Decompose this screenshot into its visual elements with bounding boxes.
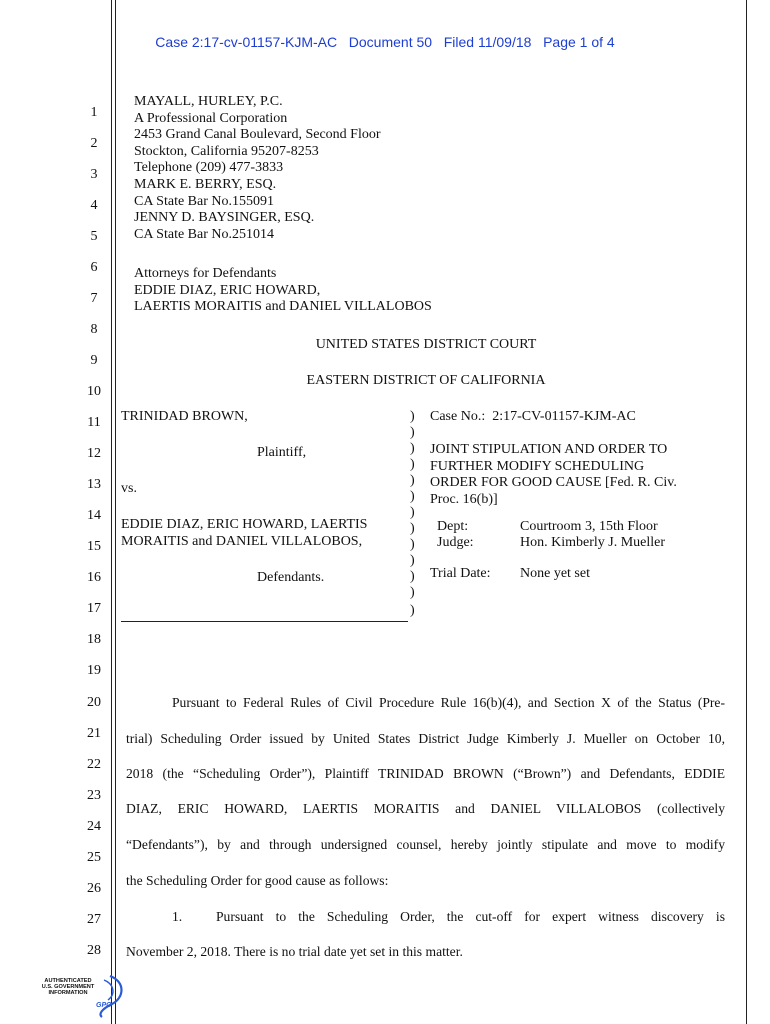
dept-label: Dept: — [437, 519, 469, 534]
line-number: 11 — [87, 415, 101, 430]
trial-date-value: None yet set — [520, 566, 590, 581]
seal-text: U.S. GOVERNMENT — [41, 984, 95, 990]
plaintiff-label: Plaintiff, — [257, 445, 307, 460]
paren: ) — [410, 603, 415, 618]
court-district: EASTERN DISTRICT OF CALIFORNIA — [306, 373, 546, 388]
line-number: 14 — [87, 508, 101, 523]
line-number: 25 — [87, 850, 101, 865]
right-margin-rule — [746, 0, 747, 1024]
dept-value: Courtroom 3, 15th Floor — [520, 519, 658, 534]
item-number: 1. — [172, 909, 183, 924]
line-number: 18 — [87, 632, 101, 647]
seal-text: GPO — [96, 1002, 112, 1009]
attorney-name: MARK E. BERRY, ESQ. — [134, 176, 277, 192]
gpo-seal-graphic — [40, 974, 130, 1018]
body-line: 2018 (the “Scheduling Order”), Plaintiff TRINIDAD BROWN (“Brown”) and Defendants, EDDIE — [126, 766, 725, 781]
line-number: 7 — [90, 291, 98, 306]
versus: vs. — [121, 481, 137, 496]
represented-parties: EDDIE DIAZ, ERIC HOWARD, — [134, 282, 321, 298]
line-number: 16 — [87, 570, 101, 585]
line-number: 17 — [87, 601, 101, 616]
line-number: 13 — [87, 477, 101, 492]
line-number: 6 — [90, 260, 98, 275]
line-number: 9 — [90, 353, 98, 368]
left-margin-rule — [111, 0, 112, 1024]
body-line: the Scheduling Order for good cause as follows: — [126, 873, 389, 888]
firm-phone: Telephone (209) 477-3833 — [134, 160, 284, 176]
document-title-line: FURTHER MODIFY SCHEDULING — [430, 458, 645, 474]
line-number: 1 — [90, 105, 98, 120]
left-margin-rule-inner — [115, 0, 116, 1024]
attorney-name: JENNY D. BAYSINGER, ESQ. — [134, 210, 315, 226]
body-line: “Defendants”), by and through undersigned counsel, hereby jointly stipulate and move to modify — [126, 837, 725, 852]
paren: ) — [410, 409, 415, 424]
document-title — [430, 442, 677, 508]
paren: ) — [410, 457, 415, 472]
line-number: 15 — [87, 539, 101, 554]
defendants-label: Defendants. — [257, 570, 325, 585]
line-number: 12 — [87, 446, 101, 461]
seal-text: INFORMATION — [48, 990, 88, 996]
line-number: 2 — [90, 136, 98, 151]
paren: ) — [410, 537, 415, 552]
paren: ) — [410, 521, 415, 536]
counsel-block — [134, 94, 381, 243]
line-number: 19 — [87, 663, 101, 678]
paren: ) — [410, 489, 415, 504]
body-line: DIAZ, ERIC HOWARD, LAERTIS MORAITIS and DANIEL VILLALOBOS (collectively — [126, 801, 725, 816]
document-title-line: ORDER FOR GOOD CAUSE [Fed. R. Civ. — [430, 475, 677, 491]
case-number: Case No.: 2:17-CV-01157-KJM-AC — [430, 409, 636, 424]
body-line: Pursuant to Federal Rules of Civil Procedure Rule 16(b)(4), and Section X of the Status (Pre- — [172, 695, 725, 710]
line-number: 4 — [90, 198, 98, 213]
plaintiff-name: TRINIDAD BROWN, — [121, 409, 248, 424]
paren: ) — [410, 473, 415, 488]
line-number: 10 — [87, 384, 101, 399]
attorney-bar-number: CA State Bar No.251014 — [134, 226, 274, 242]
eagle-swoosh-icon — [104, 980, 113, 1000]
ecf-header: Case 2:17-cv-01157-KJM-AC Document 50 Filed 11/09/18 Page 1 of 4 — [155, 34, 615, 50]
line-number: 24 — [87, 819, 101, 834]
body-line: trial) Scheduling Order issued by United States District Judge Kimberly J. Mueller on October 10, — [126, 731, 725, 746]
line-number: 22 — [87, 757, 101, 772]
body-line: November 2, 2018. There is no trial date yet set in this matter. — [126, 944, 463, 959]
document-title-line: Proc. 16(b)] — [430, 491, 498, 507]
attorneys-for-label: Attorneys for Defendants — [134, 266, 277, 281]
line-number: 5 — [90, 229, 98, 244]
firm-city: Stockton, California 95207-8253 — [134, 143, 319, 159]
firm-type: A Professional Corporation — [134, 110, 288, 126]
line-number: 27 — [87, 912, 101, 927]
gpo-authentication-seal — [40, 974, 130, 1018]
firm-name: MAYALL, HURLEY, P.C. — [134, 94, 283, 109]
body-line: Pursuant to the Scheduling Order, the cut-off for expert witness discovery is — [216, 909, 725, 924]
line-number: 3 — [90, 167, 98, 182]
paren: ) — [410, 505, 415, 520]
paren: ) — [410, 425, 415, 440]
judge-label: Judge: — [437, 535, 474, 550]
attorneys-for-block — [134, 266, 432, 316]
defendants-names — [121, 517, 367, 550]
seal-text: AUTHENTICATED — [44, 978, 92, 984]
line-number: 21 — [87, 726, 101, 741]
document-title-line: JOINT STIPULATION AND ORDER TO — [430, 442, 668, 457]
judge-value: Hon. Kimberly J. Mueller — [520, 535, 666, 550]
paren: ) — [410, 569, 415, 584]
defendants-line: MORAITIS and DANIEL VILLALOBOS, — [121, 533, 363, 549]
court-name: UNITED STATES DISTRICT COURT — [315, 337, 537, 352]
trial-date-label: Trial Date: — [430, 566, 491, 581]
paren: ) — [410, 553, 415, 568]
line-number: 20 — [87, 695, 101, 710]
caption-underline — [121, 621, 408, 622]
line-number: 28 — [87, 943, 101, 958]
represented-parties: LAERTIS MORAITIS and DANIEL VILLALOBOS — [134, 299, 432, 315]
line-number: 23 — [87, 788, 101, 803]
defendants-line: EDDIE DIAZ, ERIC HOWARD, LAERTIS — [121, 517, 368, 532]
paren: ) — [410, 441, 415, 456]
line-number: 26 — [87, 881, 101, 896]
paren: ) — [410, 585, 415, 600]
line-number: 8 — [90, 322, 98, 337]
attorney-bar-number: CA State Bar No.155091 — [134, 193, 274, 209]
firm-address: 2453 Grand Canal Boulevard, Second Floor — [134, 127, 381, 143]
